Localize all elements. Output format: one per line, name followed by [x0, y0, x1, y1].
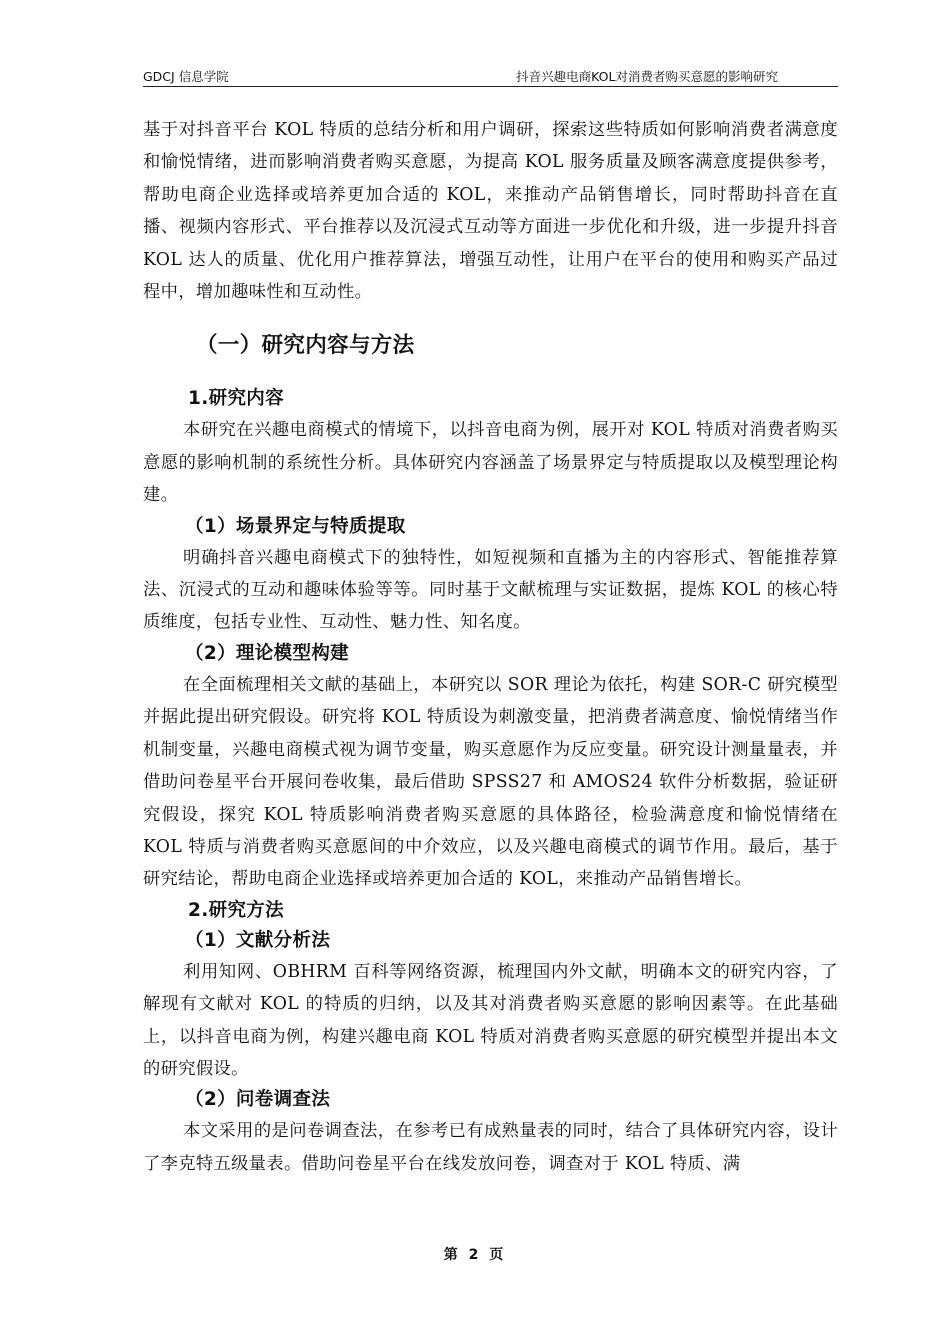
questionnaire-heading: （2）问卷调查法	[185, 1089, 331, 1111]
research-methods-heading: 2.研究方法	[188, 899, 285, 921]
intro-paragraph: 基于对抖音平台 KOL 特质的总结分析和用户调研，探索这些特质如何影响消费者满意度和愉悦情绪，进而影响消费者购买意愿，为提高 KOL 服务质量及顾客满意度提供参考，帮助电商企业选择或培养更加合适的 KOL，来推动产品销售增长，同时帮助抖音在直播、视频内容形式、平台推荐以及沉浸式互动等方面进一步优化和升级，进一步提升抖音 KOL 达人的质量、优化用户推荐算法，增强互动性，让用户在平台的使用和购买产品过程中，增加趣味性和互动性。	[143, 120, 838, 303]
model-construction-heading: （2）理论模型构建	[185, 642, 350, 664]
header-paper-title: 抖音兴趣电商KOL对消费者购买意愿的影响研究	[516, 69, 778, 84]
scene-definition-paragraph: 明确抖音兴趣电商模式下的独特性，如短视频和直播为主的内容形式、智能推荐算法、沉浸式的互动和趣味体验等等。同时基于文献梳理与实证数据，提炼 KOL 的核心特质维度，包括专业性、互动性、魅力性、知名度。	[143, 547, 838, 633]
research-content-heading: 1.研究内容	[188, 388, 285, 410]
section-heading: （一）研究内容与方法	[196, 333, 415, 359]
scene-definition-heading: （1）场景界定与特质提取	[185, 515, 406, 537]
literature-analysis-heading: （1）文献分析法	[185, 929, 331, 951]
page-number: 第 2 页	[443, 1247, 507, 1263]
questionnaire-paragraph: 本文采用的是问卷调查法，在参考已有成熟量表的同时，结合了具体研究内容，设计了李克特五级量表。借助问卷星平台在线发放问卷，调查对于 KOL 特质、满	[143, 1121, 838, 1174]
model-construction-paragraph: 在全面梳理相关文献的基础上，本研究以 SOR 理论为依托，构建 SOR-C 研究模型并据此提出研究假设。研究将 KOL 特质设为刺激变量，把消费者满意度、愉悦情绪当作机制变量，兴趣电商模式视为调节变量，购买意愿作为反应变量。研究设计测量量表，并借助问卷星平台开展问卷收集，最后借助 SPSS27 和 AMOS24 软件分析数据，验证研究假设，探究 KOL 特质影响消费者购买意愿的具体路径，检验满意度和愉悦情绪在 KOL 特质与消费者购买意愿间的中介效应，以及兴趣电商模式的调节作用。最后，基于研究结论，帮助电商企业选择或培养更加合适的 KOL，来推动产品销售增长。	[143, 674, 838, 890]
literature-analysis-paragraph: 利用知网、OBHRM 百科等网络资源，梳理国内外文献，明确本文的研究内容，了解现有文献对 KOL 的特质的归纳，以及其对消费者购买意愿的影响因素等。在此基础上，以抖音电商为例，构建兴趣电商 KOL 特质对消费者购买意愿的研究模型并提出本文的研究假设。	[143, 961, 838, 1079]
research-content-intro: 本研究在兴趣电商模式的情境下，以抖音电商为例，展开对 KOL 特质对消费者购买意愿的影响机制的系统性分析。具体研究内容涵盖了场景界定与特质提取以及模型理论构建。	[143, 420, 838, 506]
header-institution: GDCJ 信息学院	[143, 69, 229, 84]
page-body	[143, 114, 838, 1180]
page-header	[143, 66, 838, 87]
